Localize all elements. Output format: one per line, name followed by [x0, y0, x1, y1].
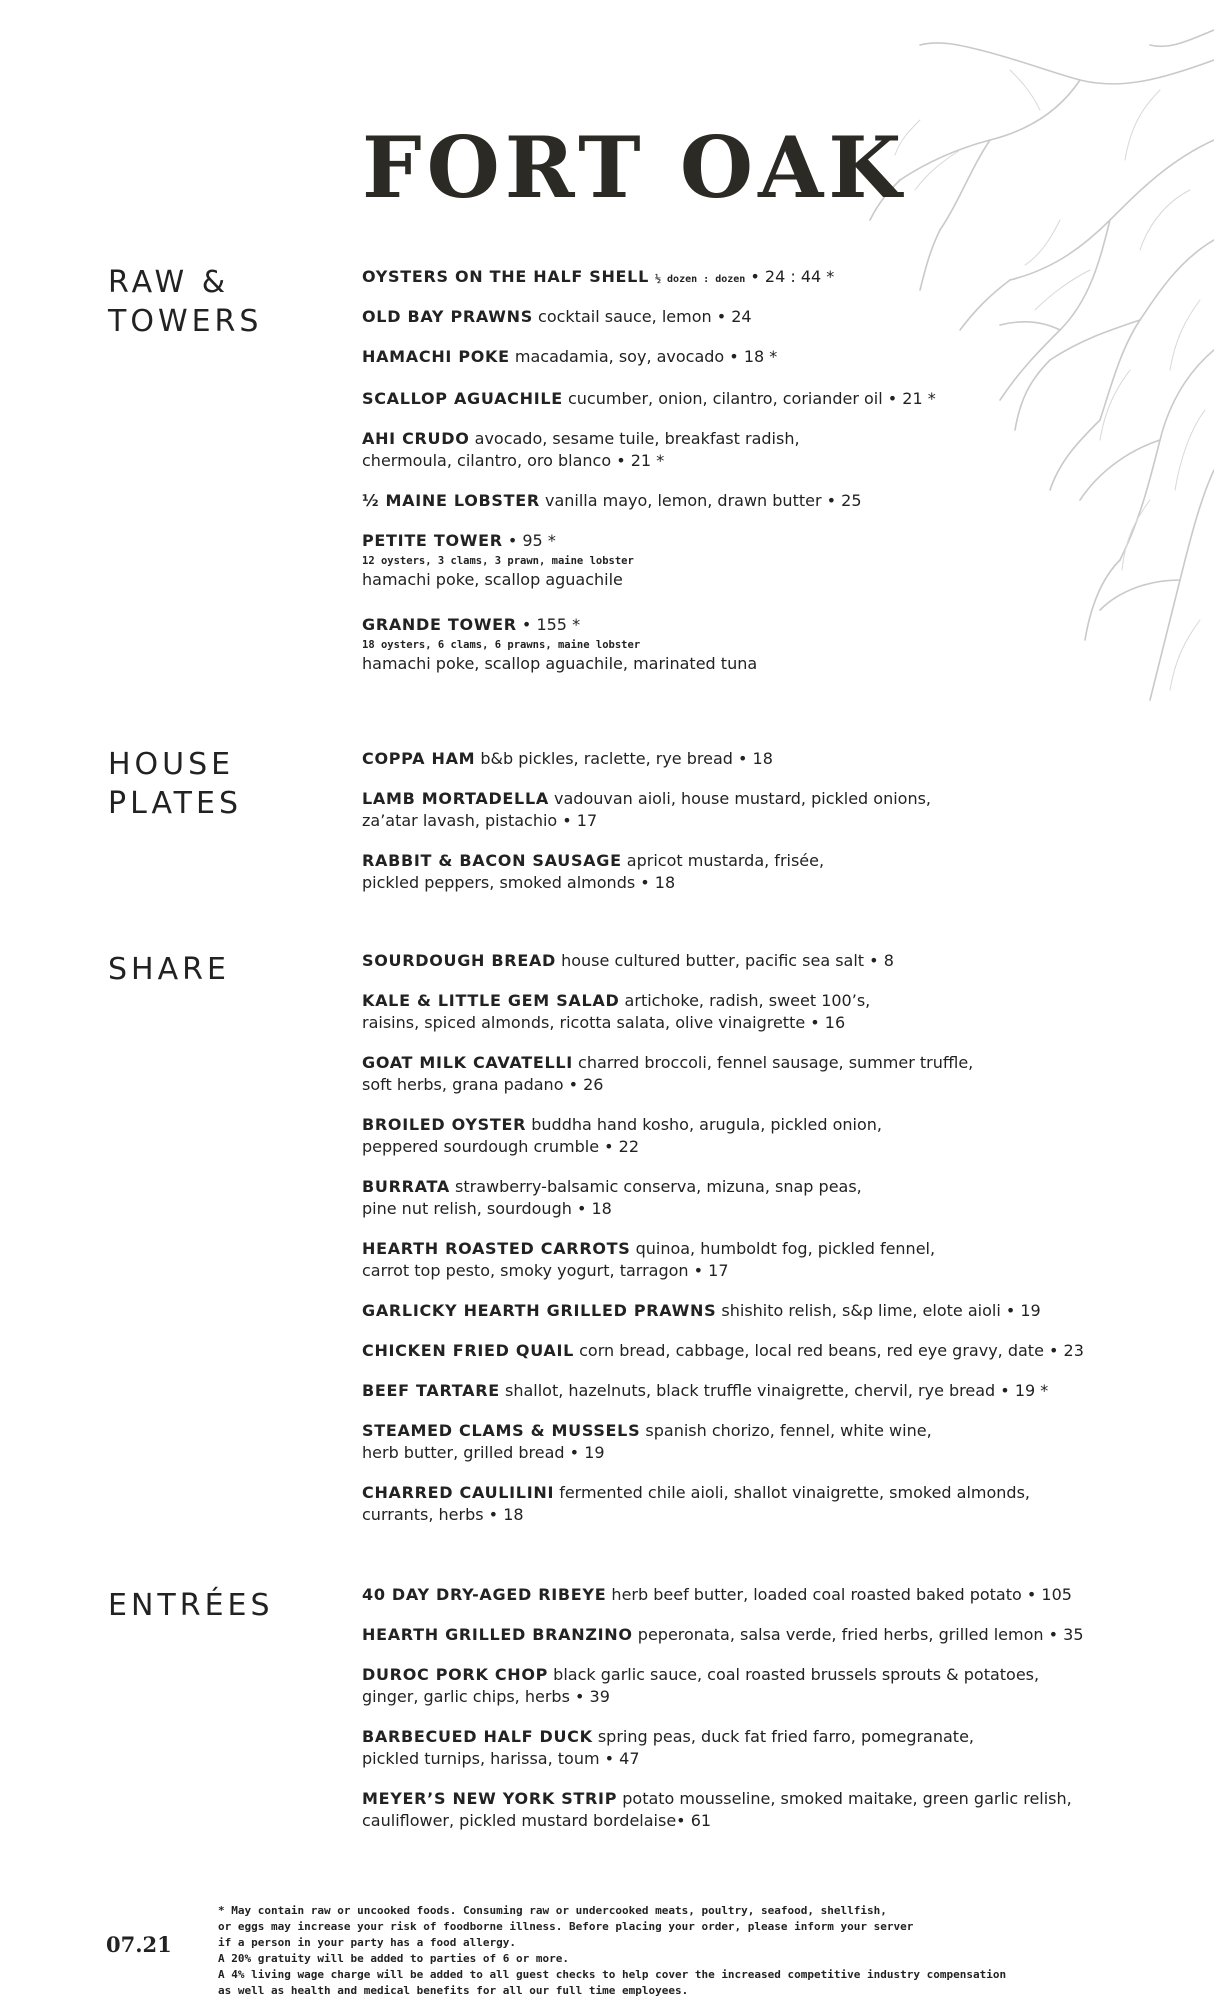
menu-item-name: OLD BAY PRAWNS [362, 307, 533, 326]
menu-item-description: shallot, hazelnuts, black truffle vinaigrette, chervil, rye bread • 19 * [499, 1381, 1049, 1400]
menu-item-name: HEARTH GRILLED BRANZINO [362, 1625, 633, 1644]
menu-item-name: AHI CRUDO [362, 429, 470, 448]
menu-item-description-line2: herb butter, grilled bread • 19 [362, 1443, 605, 1462]
menu-item [362, 1176, 862, 1220]
menu-item-description: strawberry-balsamic conserva, mizuna, snap peas, [449, 1177, 862, 1196]
menu-item-description: avocado, sesame tuile, breakfast radish, [469, 429, 800, 448]
footer-note: * May contain raw or uncooked foods. Consuming raw or undercooked meats, poultry, seafood, shellfish, [218, 1904, 887, 1917]
menu-item-name: STEAMED CLAMS & MUSSELS [362, 1421, 641, 1440]
menu-item [362, 1584, 1072, 1606]
menu-item-description-line2: pickled turnips, harissa, toum • 47 [362, 1749, 640, 1768]
menu-item [362, 530, 634, 591]
menu-item-name: LAMB MORTADELLA [362, 789, 549, 808]
menu-item [362, 1238, 935, 1282]
menu-item-description-line2: raisins, spiced almonds, ricotta salata, olive vinaigrette • 16 [362, 1013, 846, 1032]
menu-item [362, 1788, 1072, 1832]
menu-item-description-line2: za’atar lavash, pistachio • 17 [362, 811, 598, 830]
menu-item-description: potato mousseline, smoked maitake, green garlic relish, [617, 1789, 1072, 1808]
menu-item [362, 1052, 973, 1096]
section-heading-share: SHARE [108, 952, 230, 987]
menu-item-name: HAMACHI POKE [362, 347, 510, 366]
restaurant-name: FORT OAK [362, 118, 907, 217]
menu-item [362, 428, 800, 472]
menu-item-name: ½ MAINE LOBSTER [362, 491, 540, 510]
menu-item-description: • 24 : 44 * [745, 267, 835, 286]
section-heading-raw-towers: RAW & TOWERS [108, 265, 263, 339]
menu-item-description: spanish chorizo, fennel, white wine, [640, 1421, 932, 1440]
menu-item-name: BEEF TARTARE [362, 1381, 500, 1400]
menu-item-description-line2: cauliflower, pickled mustard bordelaise• 61 [362, 1811, 712, 1830]
menu-item [362, 950, 894, 972]
menu-item-description: macadamia, soy, avocado • 18 * [509, 347, 778, 366]
menu-item-description: vanilla mayo, lemon, drawn butter • 25 [539, 491, 862, 510]
menu-item-description: buddha hand kosho, arugula, pickled onion, [526, 1115, 882, 1134]
menu-item-description-line2: carrot top pesto, smoky yogurt, tarragon • 17 [362, 1261, 729, 1280]
menu-item-name: COPPA HAM [362, 749, 476, 768]
menu-item-description: artichoke, radish, sweet 100’s, [619, 991, 871, 1010]
menu-item-description: house cultured butter, pacific sea salt • 8 [556, 951, 894, 970]
menu-item-description: cucumber, onion, cilantro, coriander oil • 21 * [562, 389, 936, 408]
menu-item-description: shishito relish, s&p lime, elote aioli • 19 [716, 1301, 1041, 1320]
menu-date: 07.21 [106, 1932, 172, 1957]
footer-note: as well as health and medical benefits for all our full time employees. [218, 1984, 689, 1997]
menu-item-contents: 12 oysters, 3 clams, 3 prawn, maine lobster [362, 555, 634, 567]
footer-note: A 4% living wage charge will be added to all guest checks to help cover the increased competitive industry compensation [218, 1968, 1007, 1981]
menu-item-name: CHICKEN FRIED QUAIL [362, 1341, 575, 1360]
menu-item [362, 266, 834, 291]
menu-item [362, 388, 936, 410]
menu-item [362, 1624, 1084, 1646]
menu-item-description-line2: hamachi poke, scallop aguachile, marinated tuna [362, 654, 758, 673]
menu-item-description-line2: pine nut relish, sourdough • 18 [362, 1199, 612, 1218]
menu-item-description: vadouvan aioli, house mustard, pickled onions, [548, 789, 932, 808]
footer-note: or eggs may increase your risk of foodborne illness. Before placing your order, please inform your server [218, 1920, 914, 1933]
menu-item-name: 40 DAY DRY-AGED RIBEYE [362, 1585, 607, 1604]
menu-item [362, 1340, 1084, 1362]
menu-item-contents: 18 oysters, 6 clams, 6 prawns, maine lobster [362, 639, 641, 651]
menu-item [362, 490, 862, 512]
menu-item [362, 1380, 1048, 1402]
menu-item-description-line2: currants, herbs • 18 [362, 1505, 524, 1524]
menu-item-name: BROILED OYSTER [362, 1115, 527, 1134]
menu-item-description: b&b pickles, raclette, rye bread • 18 [475, 749, 773, 768]
menu-item [362, 1114, 882, 1158]
section-heading-entrees: ENTRÉES [108, 1588, 274, 1623]
menu-item-description: • 95 * [502, 531, 556, 550]
menu-item-portion: ½ dozen : dozen [648, 274, 746, 285]
menu-item [362, 850, 824, 894]
menu-item-description: quinoa, humboldt fog, pickled fennel, [630, 1239, 936, 1258]
menu-item-name: GARLICKY HEARTH GRILLED PRAWNS [362, 1301, 717, 1320]
menu-item-description: charred broccoli, fennel sausage, summer truffle, [572, 1053, 974, 1072]
menu-item [362, 1664, 1039, 1708]
menu-item [362, 788, 931, 832]
menu-item-description-line2: hamachi poke, scallop aguachile [362, 570, 623, 589]
menu-item-description: herb beef butter, loaded coal roasted baked potato • 105 [606, 1585, 1072, 1604]
menu-item [362, 1300, 1041, 1322]
menu-item-description-line2: pickled peppers, smoked almonds • 18 [362, 873, 676, 892]
menu-item-name: RABBIT & BACON SAUSAGE [362, 851, 622, 870]
menu-item-description: cocktail sauce, lemon • 24 [532, 307, 752, 326]
menu-item-name: MEYER’S NEW YORK STRIP [362, 1789, 618, 1808]
menu-item-description-line2: chermoula, cilantro, oro blanco • 21 * [362, 451, 665, 470]
menu-item-description: peperonata, salsa verde, fried herbs, grilled lemon • 35 [632, 1625, 1084, 1644]
menu-item-description: spring peas, duck fat fried farro, pomegranate, [592, 1727, 974, 1746]
menu-item-description: • 155 * [516, 615, 581, 634]
menu-item-name: GRANDE TOWER [362, 615, 517, 634]
menu-item-description: fermented chile aioli, shallot vinaigrette, smoked almonds, [554, 1483, 1031, 1502]
menu-item-description: corn bread, cabbage, local red beans, red eye gravy, date • 23 [574, 1341, 1084, 1360]
menu-item-description-line2: ginger, garlic chips, herbs • 39 [362, 1687, 610, 1706]
menu-item [362, 1420, 932, 1464]
menu-item-name: SOURDOUGH BREAD [362, 951, 557, 970]
menu-item [362, 346, 777, 368]
tree-branches-illustration [860, 20, 1214, 710]
menu-item [362, 990, 870, 1034]
menu-item-description-line2: peppered sourdough crumble • 22 [362, 1137, 640, 1156]
menu-item-description-line2: soft herbs, grana padano • 26 [362, 1075, 604, 1094]
menu-item-name: OYSTERS ON THE HALF SHELL [362, 267, 649, 286]
menu-item-name: CHARRED CAULILINI [362, 1483, 555, 1502]
menu-item [362, 1726, 974, 1770]
menu-item [362, 306, 752, 328]
menu-item-name: DUROC PORK CHOP [362, 1665, 549, 1684]
menu-item-name: BARBECUED HALF DUCK [362, 1727, 593, 1746]
footer-notes [218, 1903, 1198, 1999]
menu-item [362, 748, 773, 770]
menu-item-name: GOAT MILK CAVATELLI [362, 1053, 573, 1072]
section-heading-house-plates: HOUSE PLATES [108, 747, 243, 821]
menu-item-name: PETITE TOWER [362, 531, 503, 550]
menu-item [362, 614, 757, 675]
menu-item-name: SCALLOP AGUACHILE [362, 389, 563, 408]
menu-item-name: HEARTH ROASTED CARROTS [362, 1239, 631, 1258]
footer-note: A 20% gratuity will be added to parties of 6 or more. [218, 1952, 569, 1965]
menu-item-name: BURRATA [362, 1177, 450, 1196]
menu-item-description: apricot mustarda, frisée, [621, 851, 825, 870]
menu-item [362, 1482, 1030, 1526]
footer-note: if a person in your party has a food allergy. [218, 1936, 517, 1949]
menu-item-description: black garlic sauce, coal roasted brussels sprouts & potatoes, [548, 1665, 1040, 1684]
menu-item-name: KALE & LITTLE GEM SALAD [362, 991, 620, 1010]
